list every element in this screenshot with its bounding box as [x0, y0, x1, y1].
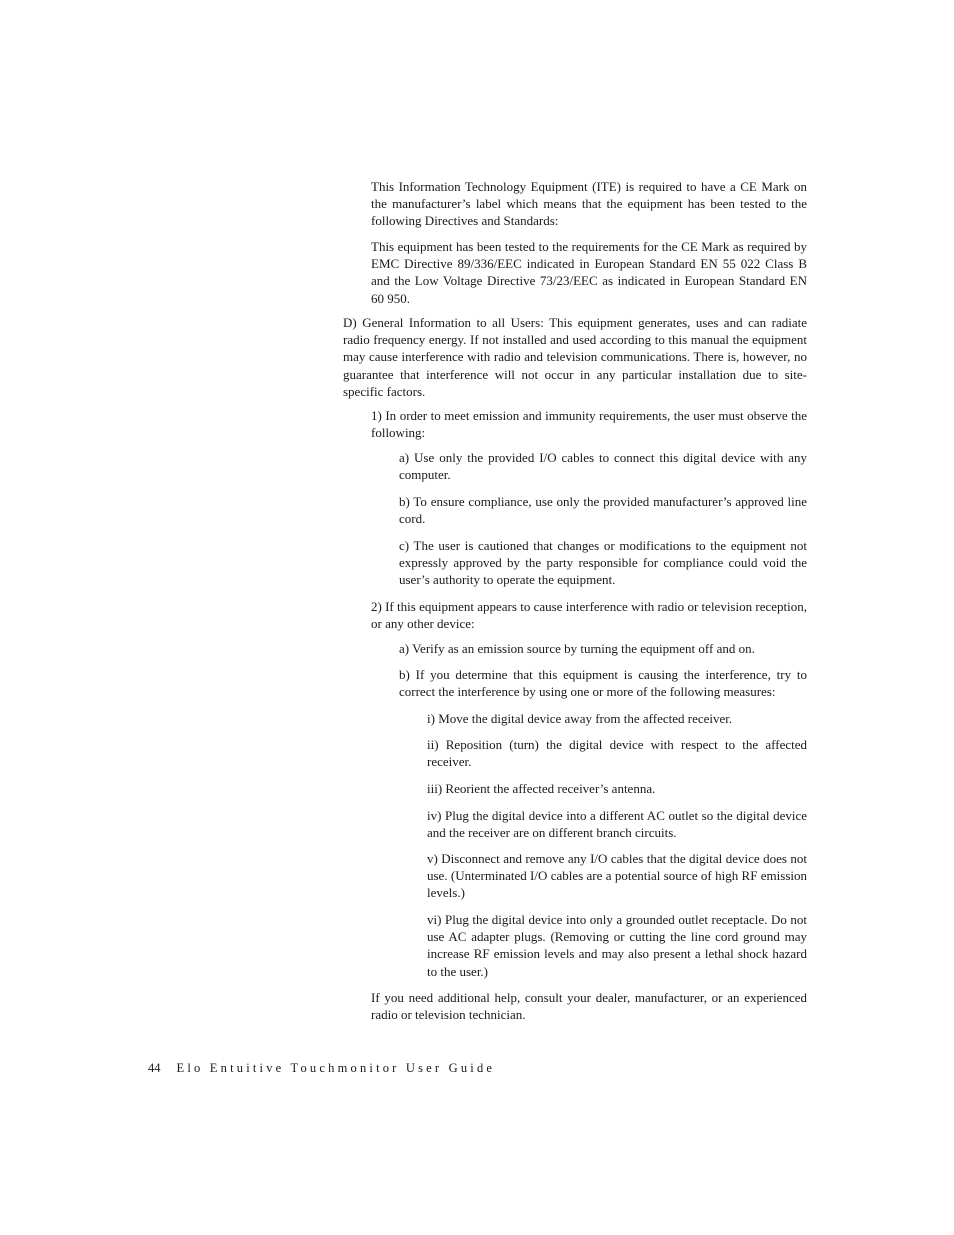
general-information-paragraph: D) General Information to all Users: This equipment generates, uses and can radiate radio frequency energy. If not installed and used according to this manual the equipment may cause interference with radio and television communications. There is, however, no guarantee that interference will not occur in any particular installation due to site-specific factors.: [343, 315, 807, 399]
measure-v: v) Disconnect and remove any I/O cables that the digital device does not use. (Unterminated I/O cables are a potential source of high RF emission levels.): [427, 851, 807, 901]
interference-step-a: a) Verify as an emission source by turning the equipment off and on.: [399, 641, 755, 656]
measure-i: i) Move the digital device away from the affected receiver.: [427, 711, 733, 726]
guide-title: Elo Entuitive Touchmonitor User Guide: [176, 1061, 496, 1075]
measure-vi: vi) Plug the digital device into only a grounded outlet receptacle. Do not use AC adapter plugs. (Removing or cutting the line cord ground may increase RF emission levels and may also present a lethal shock hazard to the user.): [427, 912, 807, 979]
measure-ii: ii) Reposition (turn) the digital device with respect to the affected receiver.: [427, 737, 807, 770]
page-footer: [148, 1061, 495, 1076]
interference-step-b: b) If you determine that this equipment is causing the interference, try to correct the interference by using one or more of the following measures:: [399, 667, 807, 700]
measure-iv: iv) Plug the digital device into a different AC outlet so the digital device and the receiver are on different branch circuits.: [427, 808, 807, 841]
ce-mark-intro-paragraph: This Information Technology Equipment (ITE) is required to have a CE Mark on the manufacturer’s label which means that the equipment has been tested to the following Directives and Standards:: [371, 179, 807, 229]
interference-item-2: 2) If this equipment appears to cause interference with radio or television reception, or any other device:: [371, 599, 807, 632]
requirement-c: c) The user is cautioned that changes or modifications to the equipment not expressly approved by the party responsible for compliance could void the user’s authority to operate the equipment.: [399, 538, 807, 588]
requirement-b: b) To ensure compliance, use only the provided manufacturer’s approved line cord.: [399, 494, 807, 527]
ce-mark-tested-paragraph: This equipment has been tested to the requirements for the CE Mark as required by EMC Directive 89/336/EEC indicated in European Standard EN 55 022 Class B and the Low Voltage Directive 73/23/EEC as indicated in European Standard EN 60 950.: [371, 239, 807, 306]
measure-iii: iii) Reorient the affected receiver’s antenna.: [427, 781, 656, 796]
additional-help-paragraph: If you need additional help, consult your dealer, manufacturer, or an experienced radio or television technician.: [371, 990, 807, 1023]
page-number: 44: [148, 1061, 161, 1075]
requirements-item-1: 1) In order to meet emission and immunity requirements, the user must observe the following:: [371, 408, 807, 441]
requirement-a: a) Use only the provided I/O cables to connect this digital device with any computer.: [399, 450, 807, 483]
